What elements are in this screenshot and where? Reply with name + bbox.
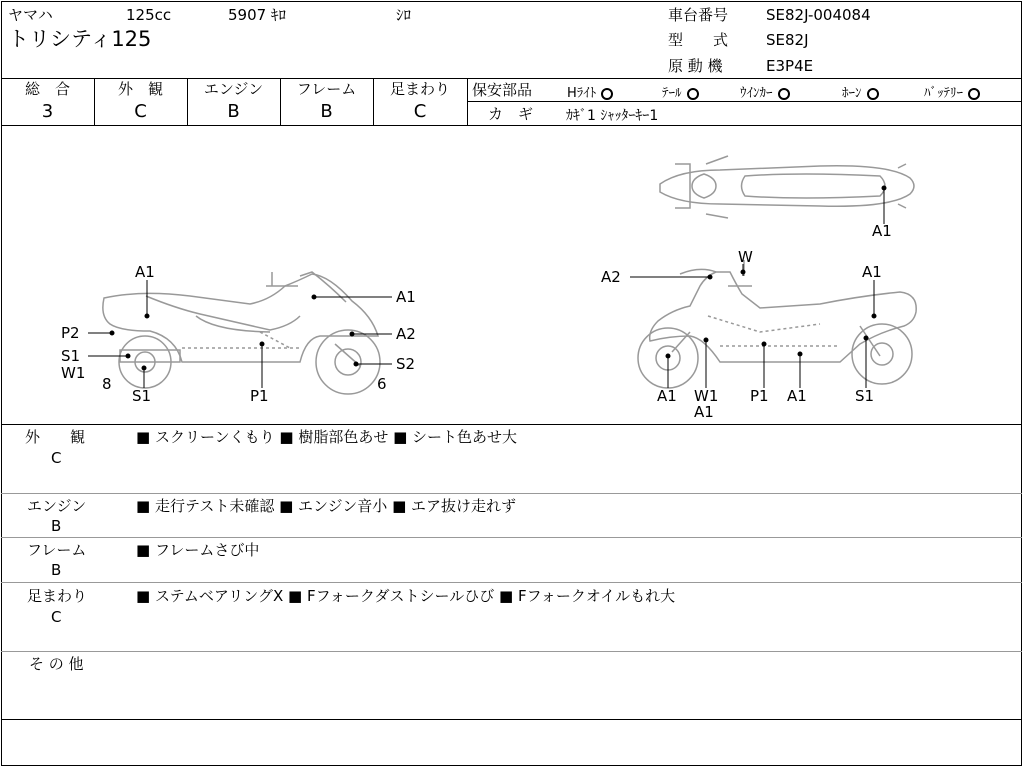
label-right-a1-top: A1 bbox=[862, 263, 882, 281]
safety-label: 保安部品 bbox=[472, 81, 533, 99]
label-right-a1-front: A1 bbox=[657, 387, 677, 405]
label-left-p2: P2 bbox=[61, 324, 80, 342]
maker: ヤマハ bbox=[8, 6, 53, 24]
detail-suspension-items: ■ ステムベアリングX ■ Fフォークダストシールひび ■ Fフォークオイルもれ大 bbox=[136, 587, 676, 605]
detail-exterior-grade: C bbox=[51, 449, 62, 467]
type-value: SE82J bbox=[766, 31, 809, 49]
label-right-p1: P1 bbox=[750, 387, 769, 405]
detail-engine-label: エンジン bbox=[27, 497, 87, 515]
label-right-w1: W1 bbox=[694, 387, 719, 405]
damage-diagram bbox=[0, 126, 1024, 424]
detail-engine-grade: B bbox=[51, 517, 62, 535]
detail-suspension-label: 足まわり bbox=[27, 587, 88, 605]
label-right-w: W bbox=[738, 248, 753, 266]
detail-other-label: そ の 他 bbox=[29, 655, 84, 673]
mileage: 5907 ｷﾛ bbox=[228, 6, 286, 24]
grade-total-label: 総 合 bbox=[24, 80, 70, 98]
label-left-8: 8 bbox=[102, 375, 112, 393]
safety-item-battery: ﾊﾞｯﾃﾘｰ bbox=[924, 82, 980, 101]
ok-circle-icon bbox=[601, 88, 613, 100]
ok-circle-icon bbox=[687, 88, 699, 100]
detail-suspension-grade: C bbox=[51, 608, 62, 626]
label-left-6: 6 bbox=[377, 375, 387, 393]
displacement: 125cc bbox=[126, 6, 172, 24]
grade-frame-value: B bbox=[320, 101, 333, 122]
label-left-w1: W1 bbox=[61, 364, 86, 382]
label-top-a1: A1 bbox=[872, 222, 892, 240]
body-color: ｼﾛ bbox=[396, 6, 412, 24]
ok-circle-icon bbox=[867, 88, 879, 100]
safety-item-headlight: Hﾗｲﾄ bbox=[567, 82, 613, 101]
label-right-a1-mid: A1 bbox=[787, 387, 807, 405]
grade-exterior-label: 外 観 bbox=[117, 80, 163, 98]
label-left-p1: P1 bbox=[250, 387, 269, 405]
grade-total-value: 3 bbox=[41, 101, 54, 122]
detail-exterior-label: 外 観 bbox=[25, 428, 86, 446]
detail-engine-items: ■ 走行テスト未確認 ■ エンジン音小 ■ エア抜け走れず bbox=[136, 497, 517, 515]
detail-frame-grade: B bbox=[51, 561, 62, 579]
label-left-a2: A2 bbox=[396, 325, 416, 343]
label-left-s2: S2 bbox=[396, 355, 416, 373]
grade-suspension-label: 足まわり bbox=[389, 80, 450, 98]
engine-model-label: 原 動 機 bbox=[668, 57, 723, 75]
label-right-a1-under: A1 bbox=[694, 403, 714, 421]
safety-item-horn: ﾎｰﾝ bbox=[842, 82, 879, 101]
label-left-s1-bottom: S1 bbox=[132, 387, 152, 405]
grade-suspension-value: C bbox=[413, 101, 427, 122]
detail-exterior-items: ■ スクリーンくもり ■ 樹脂部色あせ ■ シート色あせ大 bbox=[136, 428, 518, 446]
key-value: ｶｷﾞ1 ｼｬｯﾀｰｷｰ1 bbox=[566, 108, 659, 124]
label-left-a1-right: A1 bbox=[396, 288, 416, 306]
detail-frame-label: フレーム bbox=[27, 541, 87, 559]
scooter-top-view-icon bbox=[660, 156, 914, 218]
label-right-a2: A2 bbox=[601, 268, 621, 286]
grade-engine-value: B bbox=[227, 101, 240, 122]
ok-circle-icon bbox=[778, 88, 790, 100]
ok-circle-icon bbox=[968, 88, 980, 100]
chassis-number: SE82J-004084 bbox=[766, 6, 871, 24]
key-label: カ ギ bbox=[488, 105, 534, 123]
model-name: トリシティ125 bbox=[8, 27, 152, 51]
label-left-a1-top: A1 bbox=[135, 263, 155, 281]
safety-item-winker: ｳｲﾝｶｰ bbox=[740, 82, 790, 101]
grade-engine-label: エンジン bbox=[203, 80, 264, 98]
engine-model-value: E3P4E bbox=[766, 57, 814, 75]
label-right-s1: S1 bbox=[855, 387, 875, 405]
detail-frame-items: ■ フレームさび中 bbox=[136, 541, 260, 559]
type-label: 型 式 bbox=[668, 31, 729, 49]
grade-exterior-value: C bbox=[134, 101, 147, 122]
safety-item-taillight: ﾃｰﾙ bbox=[662, 82, 699, 101]
label-left-s1: S1 bbox=[61, 347, 81, 365]
chassis-label: 車台番号 bbox=[668, 6, 729, 24]
grade-frame-label: フレーム bbox=[296, 80, 357, 98]
